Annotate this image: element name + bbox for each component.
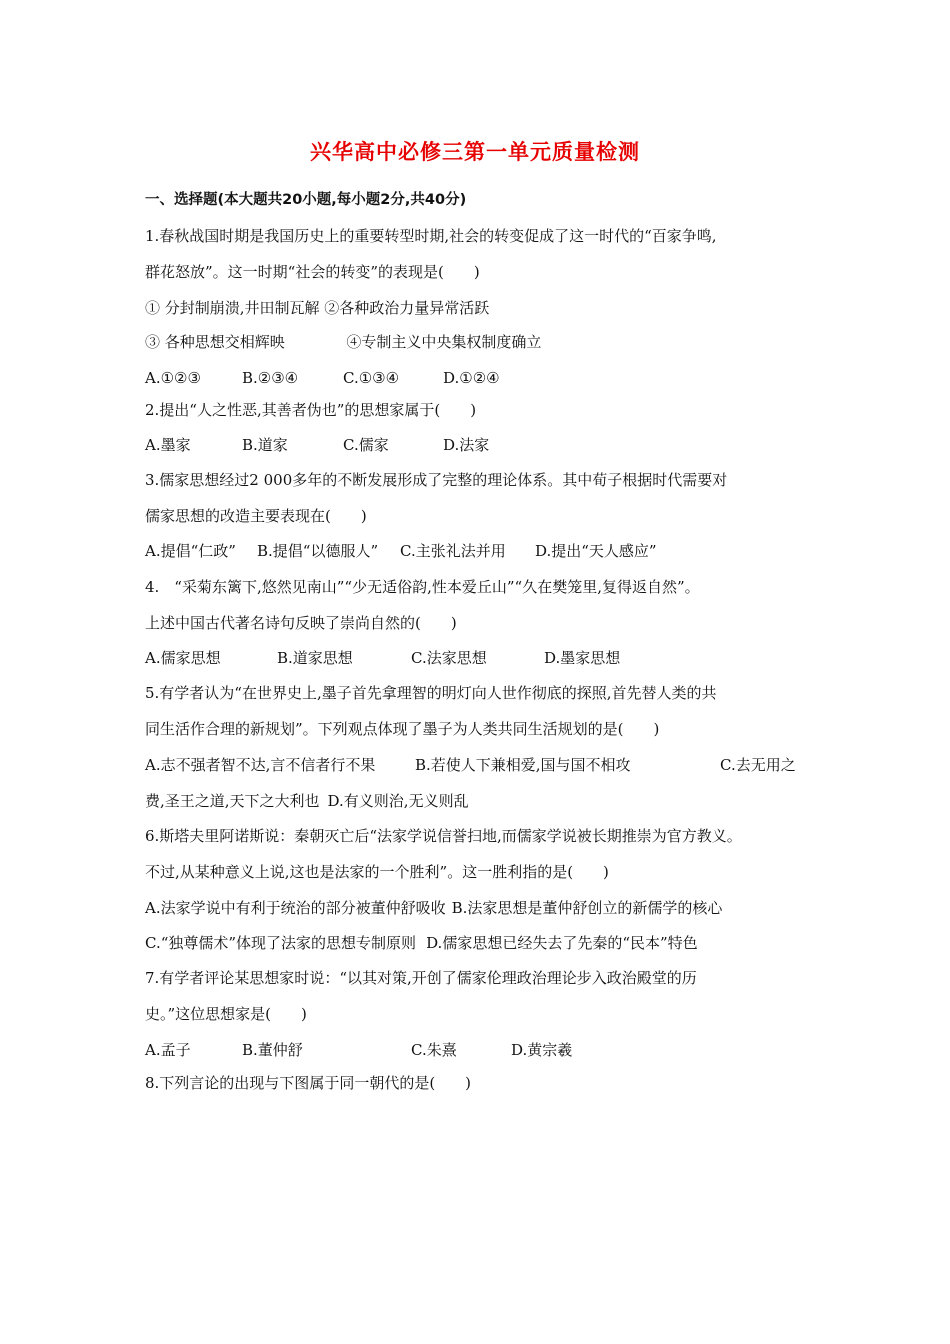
q5-stem-line2: 同生活作合理的新规划”。下列观点体现了墨子为人类共同生活规划的是( ) xyxy=(145,720,660,738)
q4-option-d: D.墨家思想 xyxy=(544,649,621,667)
q6-options-line2 xyxy=(145,933,698,953)
q8-stem-line1: 8.下列言论的出现与下图属于同一朝代的是( ) xyxy=(145,1074,472,1092)
q2-option-b: B.道家 xyxy=(242,436,288,454)
page-title: 兴华高中必修三第一单元质量检测 xyxy=(310,140,640,164)
q1-option-c: C.①③④ xyxy=(343,369,400,387)
q5-option-c-cont: 费,圣王之道,天下之大利也 xyxy=(145,792,320,810)
q5-option-d: D.有义则治,无义则乱 xyxy=(327,792,469,810)
q3-option-d: D.提出“天人感应” xyxy=(535,542,657,560)
q7-stem-line2: 史。”这位思想家是( ) xyxy=(145,1005,307,1023)
q5-stem-line1: 5.有学者认为“在世界史上,墨子首先拿理智的明灯向人世作彻底的探照,首先替人类的共 xyxy=(145,684,717,702)
q5-options-line2 xyxy=(145,791,469,811)
q1-items-line1: ① 分封制崩溃,井田制瓦解 ②各种政治力量异常活跃 xyxy=(145,299,490,317)
q5-option-b: B.若使人下兼相爱,国与国不相攻 xyxy=(415,756,631,774)
q7-option-c: C.朱熹 xyxy=(411,1041,457,1059)
q3-options xyxy=(145,541,657,561)
q1-items-line2 xyxy=(145,332,541,352)
q3-option-b: B.提倡“以德服人” xyxy=(257,542,379,560)
q3-option-a: A.提倡“仁政” xyxy=(145,542,236,560)
q2-options xyxy=(145,435,489,455)
q5-options-line1 xyxy=(145,755,796,775)
q1-options xyxy=(145,368,500,388)
q5-option-c: C.去无用之 xyxy=(720,756,796,774)
q2-option-a: A.墨家 xyxy=(145,436,191,454)
q3-stem-line1: 3.儒家思想经过2 000多年的不断发展形成了完整的理论体系。其中荀子根据时代需要对 xyxy=(145,471,728,489)
q7-stem-line1: 7.有学者评论某思想家时说：“以其对策,开创了儒家伦理政治理论步入政治殿堂的历 xyxy=(145,969,697,987)
q2-option-d: D.法家 xyxy=(443,436,490,454)
q7-option-a: A.孟子 xyxy=(145,1041,191,1059)
q6-options-line1 xyxy=(145,898,722,918)
q6-option-c: C.“独尊儒术”体现了法家的思想专制原则 xyxy=(145,934,417,952)
q2-option-c: C.儒家 xyxy=(343,436,389,454)
q3-option-c: C.主张礼法并用 xyxy=(400,542,506,560)
q6-stem-line2: 不过,从某种意义上说,这也是法家的一个胜利”。这一胜利指的是( ) xyxy=(145,863,609,881)
q1-option-d: D.①②④ xyxy=(443,369,500,387)
q4-options xyxy=(145,648,620,668)
q6-stem-line1: 6.斯塔夫里阿诺斯说：秦朝灭亡后“法家学说信誉扫地,而儒家学说被长期推崇为官方教义。 xyxy=(145,827,742,845)
q4-stem-line2: 上述中国古代著名诗句反映了崇尚自然的( ) xyxy=(145,614,457,632)
q3-stem-line2: 儒家思想的改造主要表现在( ) xyxy=(145,507,367,525)
q6-option-d: D.儒家思想已经失去了先秦的“民本”特色 xyxy=(426,934,698,952)
q1-option-a: A.①②③ xyxy=(145,369,201,387)
section-heading: 一、选择题(本大题共20小题,每小题2分,共40分) xyxy=(145,192,467,208)
q1-option-b: B.②③④ xyxy=(242,369,299,387)
q1-stem-line1: 1.春秋战国时期是我国历史上的重要转型时期,社会的转变促成了这一时代的“百家争鸣, xyxy=(145,227,717,245)
q7-options xyxy=(145,1040,572,1060)
q4-option-a: A.儒家思想 xyxy=(145,649,221,667)
q1-item3: ③ 各种思想交相辉映 xyxy=(145,333,285,351)
q7-option-b: B.董仲舒 xyxy=(242,1041,303,1059)
q6-option-a: A.法家学说中有利于统治的部分被董仲舒吸收 xyxy=(145,899,446,917)
q6-option-b: B.法家思想是董仲舒创立的新儒学的核心 xyxy=(451,899,723,917)
q2-stem-line1: 2.提出“人之性恶,其善者伪也”的思想家属于( ) xyxy=(145,401,477,419)
q7-option-d: D.黄宗羲 xyxy=(511,1041,573,1059)
q4-stem-line1: 4. “采菊东篱下,悠然见南山”“少无适俗韵,性本爱丘山”“久在樊笼里,复得返自然”。 xyxy=(145,578,700,596)
q5-option-a: A.志不强者智不达,言不信者行不果 xyxy=(145,756,376,774)
q1-item4: ④专制主义中央集权制度确立 xyxy=(346,333,542,351)
q1-stem-line2: 群花怒放”。这一时期“社会的转变”的表现是( ) xyxy=(145,263,480,281)
q4-option-c: C.法家思想 xyxy=(411,649,487,667)
q4-option-b: B.道家思想 xyxy=(277,649,353,667)
